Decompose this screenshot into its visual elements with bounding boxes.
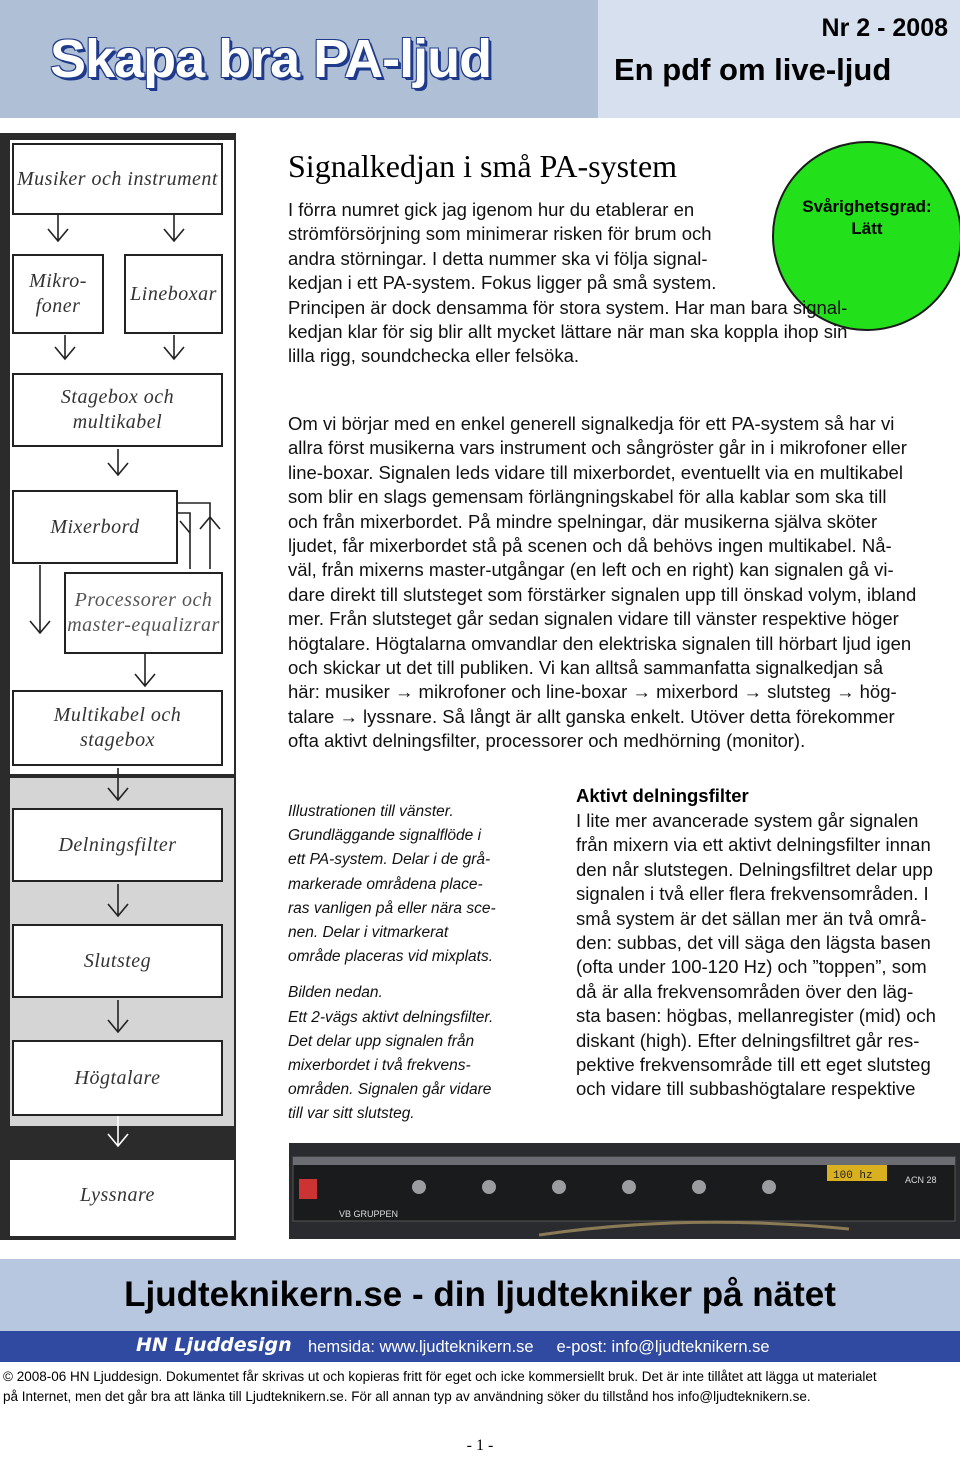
page-number: - 1 - [466,1437,494,1454]
text-line: ljudet, får mixerbordet stå på scenen och då behövs ingen multikabel. Nå- [288,535,892,557]
photo-display: 100 hz [833,1170,873,1182]
crossover-device-image [289,1143,960,1239]
text-line: små system är det sällan mer än två områ- [576,907,927,929]
text-line: som blir en slags gemensam förlängningskabel för alla kablar som ska till [288,486,887,508]
text-line: här: musiker → mikrofoner och line-boxar → mixerbord → slutsteg → hög- [288,681,897,703]
crossover-photo [289,1143,960,1239]
caption-line: ett PA-system. Delar i de grå- [288,851,491,869]
caption-line: nen. Delar i vitmarkerat [288,924,449,942]
figure-caption [288,800,528,1127]
body-paragraph [288,412,960,754]
caption-line: ras vanligen på eller nära sce- [288,899,496,917]
text-line: den: subbas, det vill säga den lägsta basen [576,932,931,954]
text-line: signalen i två eller flera frekvensområden. I [576,883,929,905]
text-line: sta basen: högbas, mellanregister (mid) och [576,1005,936,1027]
text-line: från mixern via ett aktivt delningsfilter innan [576,834,931,856]
box-crossover: Delningsfilter [12,808,223,882]
text-line: lilla rigg, soundchecka eller felsöka. [288,345,580,367]
text-line: talare → lyssnare. Så långt är allt ganska enkelt. Utöver detta förekommer [288,705,895,727]
diagram-arrows [0,133,236,1240]
text-line: högtalare. Högtalarna omvandlar den elektriska signalen till hörbart ljud igen [288,632,912,654]
text-line: då är alla frekvensområden över den läg- [576,980,914,1002]
subsection-paragraph [576,809,960,1102]
photo-brand: VB GRUPPEN [339,1209,399,1219]
caption-line: mixerbordet i två frekvens- [288,1057,471,1075]
photo-model: ACN 28 [905,1175,937,1185]
text-line: kedjan klar för sig blir allt mycket lättare när man ska koppla ihop sin [288,321,848,343]
text-line: och skickar ut det till publiken. Vi kan alltså sammanfatta signalkedjan så [288,657,884,679]
section-title: Signalkedjan i små PA-system [288,148,678,184]
caption-line: Det delar upp signalen från [288,1032,475,1050]
text-line: och vidare till subbashögtalare respektive [576,1078,916,1100]
difficulty-label: Svårighetsgrad: [802,197,932,216]
box-musicians: Musiker och instrument [12,143,223,215]
footer-logo: HN Ljuddesign [136,1334,292,1356]
box-stagebox: Stagebox och multikabel [12,373,223,447]
caption-spacer [288,969,528,981]
text-line: dare direkt till slutsteget som förstärker signalen upp till önskad volym, ibland [288,583,917,605]
box-microphones: Mikro-foner [12,254,104,334]
text-line: väl, från mixerns master-utgångar (en left och en right) kan signalen gå vi- [288,559,894,581]
caption-line: Grundläggande signalflöde i [288,827,482,845]
text-line: Om vi börjar med en enkel generell signalkedja för ett PA-system så har vi [288,413,895,434]
text-line: I förra numret gick jag igenom hur du etablerar en [288,199,695,220]
text-line: Principen är dock densamma för stora system. Har man bara signal- [288,296,848,318]
caption-line: områden. Signalen går vidare [288,1081,492,1099]
text-line: och från mixerbordet. På mindre spelningar, där musikerna själva sköter [288,510,878,532]
box-listeners: Lyssnare [80,1183,155,1206]
text-line: strömförsörjning som minimerar risken för brum och [288,223,712,245]
box-multicable: Multikabel och stagebox [12,690,223,766]
text-line: andra störningar. I detta nummer ska vi följa signal- [288,247,708,269]
subsection-title: Aktivt delningsfilter [576,785,749,806]
difficulty-value: Lätt [851,219,883,238]
box-amplifier: Slutsteg [12,924,223,998]
caption-line: Illustrationen till vänster. [288,803,454,820]
text-line: den når slutstegen. Delningsfiltret delar upp [576,858,933,880]
box-speakers: Högtalare [12,1040,223,1116]
box-lineboxes: Lineboxar [124,254,223,334]
text-line: line-boxar. Signalen leds vidare till mixerbordet, eventuellt via en multikabel [288,461,903,483]
text-line: kedjan i ett PA-system. Fokus ligger på små system. [288,272,717,294]
copyright-line: © 2008-06 HN Ljuddesign. Dokumentet får skrivas ut och kopieras fritt för eget och icke kommersiellt bruk. Det är inte tillåtet att lägga ut materialet [3,1369,877,1384]
caption-line: till var sitt slutsteg. [288,1105,415,1123]
header-subtitle: En pdf om live-ljud [614,52,892,87]
text-line: mer. Från slutsteget går sedan signalen vidare till vänster respektive höger [288,608,899,630]
intro-paragraph [288,198,960,369]
text-line: pektive frekvensområde till ett eget slutsteg [576,1054,931,1076]
page-title: Skapa bra PA-ljud [50,29,492,89]
caption-line: markerade områdena place- [288,875,483,893]
text-line: allra först musikerna vars instrument och sångröster går in i mikrofoner eller [288,437,907,459]
text-line: diskant (high). Efter delningsfiltret går res- [576,1029,920,1051]
text-line: ofta aktivt delningsfilter, processorer och medhörning (monitor). [288,730,806,752]
box-processors: Processorer och master-equalizrar [64,572,223,654]
caption-line: område placeras vid mixplats. [288,948,494,966]
text-line: (ofta under 100-120 Hz) och ”toppen”, som [576,956,927,978]
copyright-line: på Internet, men det går bra att länka till Ljudteknikern.se. För all annan typ av användning söker du tillstånd hos info@ljudteknikern.se. [3,1389,811,1404]
text-line: I lite mer avancerade system går signalen [576,810,919,831]
footer-contact[interactable]: hemsida: www.ljudteknikern.se e-post: info@ljudteknikern.se [308,1338,770,1356]
box-mixer: Mixerbord [12,490,178,564]
issue-number: Nr 2 - 2008 [821,14,948,42]
copyright-notice [3,1367,960,1407]
footer-title: Ljudteknikern.se - din ljudtekniker på nätet [124,1275,836,1314]
caption-line: Ett 2-vägs aktivt delningsfilter. [288,1008,494,1026]
caption-line: Bilden nedan. [288,984,383,1002]
